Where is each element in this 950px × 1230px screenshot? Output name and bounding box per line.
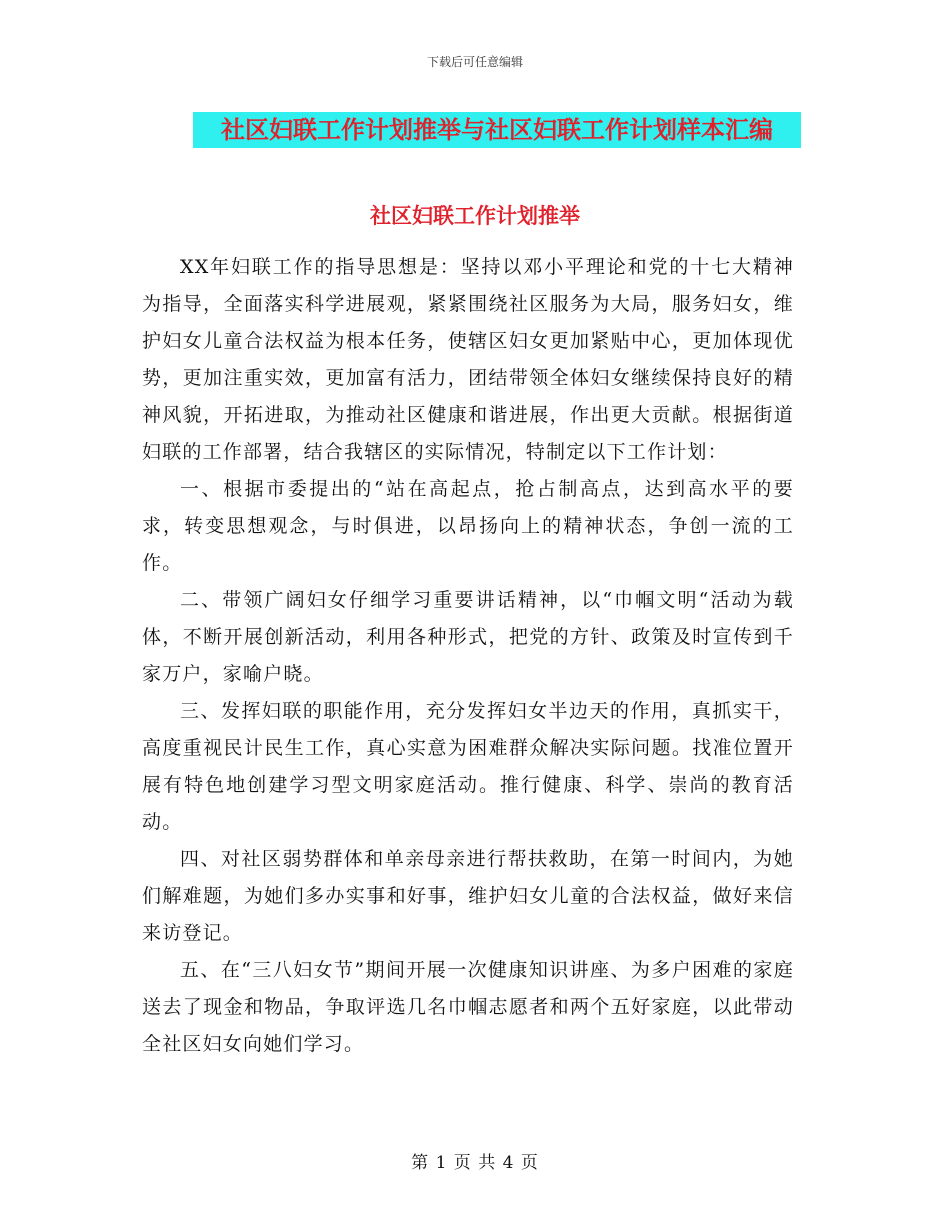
- paragraph-5: 五、在“三八妇女节”期间开展一次健康知识讲座、为多户困难的家庭送去了现金和物品，争取评选几名巾帼志愿者和两个五好家庭，以此带动全社区妇女向她们学习。: [142, 959, 794, 1055]
- page-number-footer: 第 1 页 共 4 页: [411, 1153, 539, 1173]
- section-title: 社区妇联工作计划推举: [370, 203, 580, 228]
- paragraph-3: 三、发挥妇联的职能作用，充分发挥妇女半边天的作用，真抓实干，高度重视民计民生工作，真心实意为困难群众解决实际问题。找准位置开展有特色地创建学习型文明家庭活动。推行健康、科学、崇尚的教育活动。: [142, 700, 794, 833]
- paragraph-2: 二、带领广阔妇女仔细学习重要讲话精神，以“巾帼文明“活动为载体，不断开展创新活动，利用各种形式，把党的方针、政策及时宣传到千家万户，家喻户晓。: [142, 589, 794, 685]
- document-body: [142, 249, 794, 1063]
- document-title: 社区妇联工作计划推举与社区妇联工作计划样本汇编: [193, 112, 801, 148]
- paragraph-4: 四、对社区弱势群体和单亲母亲进行帮扶救助，在第一时间内，为她们解难题，为她们多办实事和好事，维护妇女儿童的合法权益，做好来信来访登记。: [142, 848, 794, 944]
- page-header: 下载后可任意编辑: [426, 55, 523, 69]
- paragraph-intro: XX年妇联工作的指导思想是：坚持以邓小平理论和党的十七大精神为指导，全面落实科学进展观，紧紧围绕社区服务为大局，服务妇女，维护妇女儿童合法权益为根本任务，使辖区妇女更加紧贴中心，更加体现优势，更加注重实效，更加富有活力，团结带领全体妇女继续保持良好的精神风貌，开拓进取，为推动社区健康和谐进展，作出更大贡献。根据街道妇联的工作部署，结合我辖区的实际情况，特制定以下工作计划：: [142, 256, 794, 463]
- paragraph-1: 一、根据市委提出的“站在高起点，抢占制高点，达到高水平的要求，转变思想观念，与时俱进，以昂扬向上的精神状态，争创一流的工作。: [142, 478, 794, 574]
